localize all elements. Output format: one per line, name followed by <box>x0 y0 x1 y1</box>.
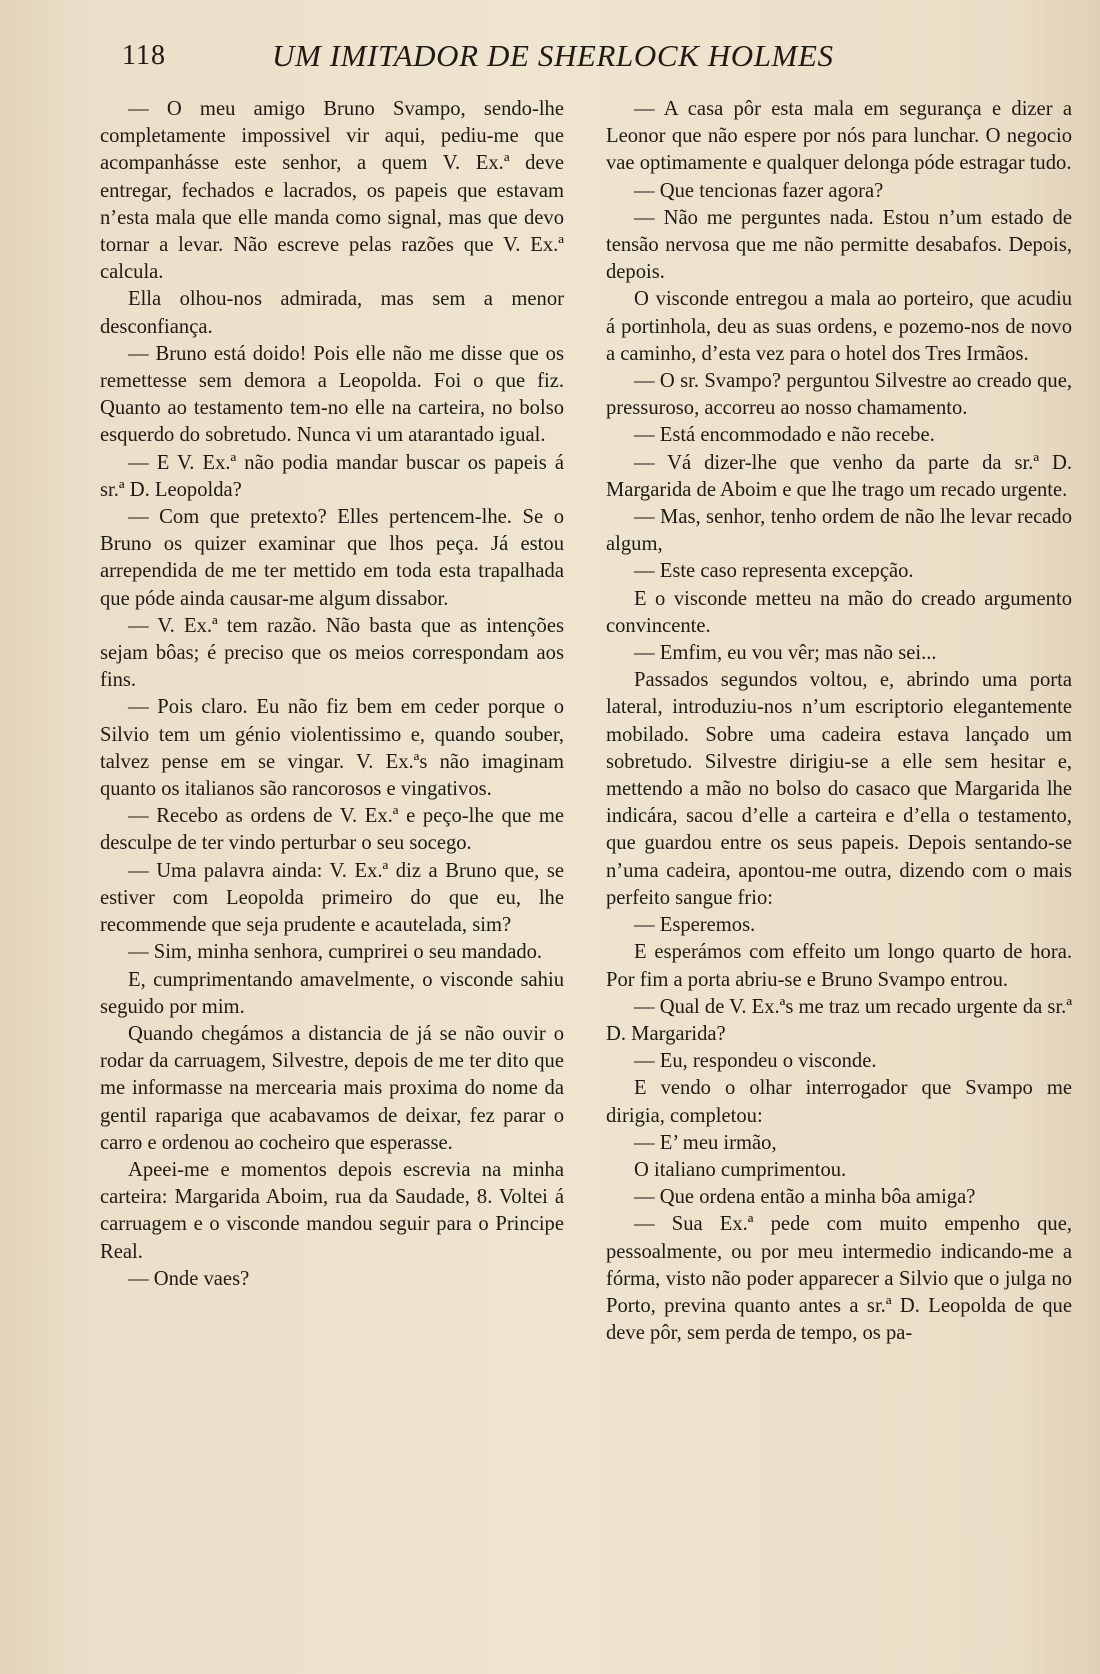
paragraph: — Qual de V. Ex.ªs me traz um recado urgente da sr.ª D. Margarida? <box>606 995 1072 1045</box>
paragraph: — Que ordena então a minha bôa amiga? <box>634 1186 976 1209</box>
paragraph: — V. Ex.ª tem razão. Não basta que as intenções sejam bôas; é preciso que os meios correspondam aos fins. <box>100 614 564 692</box>
page-number: 118 <box>122 40 166 71</box>
page-header <box>0 34 1100 78</box>
paragraph: — Recebo as ordens de V. Ex.ª e peço-lhe que me desculpe de ter vindo perturbar o seu socego. <box>100 805 564 855</box>
paragraph: Apeei-me e momentos depois escrevia na minha carteira: Margarida Aboim, rua da Saudade, 8. Voltei á carruagem e o visconde mandou seguir para o Principe Real. <box>100 1158 564 1263</box>
paragraph: — Está encommodado e não recebe. <box>634 424 935 447</box>
paragraph: Passados segundos voltou, e, abrindo uma porta lateral, introduziu-nos n’um escriptorio elegantemente mobilado. Sobre uma cadeira estava lançado um sobretudo. Silvestre dirigiu-se a elle sem hesitar e, mettendo a mão no bolso do casaco que Margarida lhe indicára, sacou d’elle a carteira e d’ella o testamento, que guardou entre os seus papeis. Depois sentando-se n’uma cadeira, apontou-me outra, dizendo com o mais perfeito sangue frio: <box>606 669 1072 909</box>
right-column <box>606 96 1072 1347</box>
paragraph: E, cumprimentando amavelmente, o visconde sahiu seguido por mim. <box>100 968 564 1018</box>
paragraph: O italiano cumprimentou. <box>634 1158 847 1181</box>
paragraph: — O meu amigo Bruno Svampo, sendo-lhe completamente impossivel vir aqui, pediu-me que acompanhásse este senhor, a quem V. Ex.ª deve entregar, fechados e lacrados, os papeis que estavam n’esta mala que elle manda como signal, mas que devo tornar a levar. Não escreve pelas razões que V. Ex.ª calcula. <box>100 98 564 284</box>
paragraph: — Eu, respondeu o visconde. <box>634 1050 877 1073</box>
paragraph: — Este caso representa excepção. <box>634 560 914 583</box>
paragraph: — Com que pretexto? Elles pertencem-lhe. Se o Bruno os quizer examinar que lhos peça. Já estou arrependida de me ter mettido em toda esta trapalhada que póde ainda causar-me algum dissabor. <box>100 506 564 610</box>
paragraph: — Uma palavra ainda: V. Ex.ª diz a Bruno que, se estiver com Leopolda primeiro do que eu, lhe recommende que seja prudente e acautelada, sim? <box>100 859 564 937</box>
paragraph: — Onde vaes? <box>128 1267 250 1290</box>
paragraph: — O sr. Svampo? perguntou Silvestre ao creado que, pressuroso, accorreu ao nosso chamamento. <box>606 370 1072 420</box>
running-title: UM IMITADOR DE SHERLOCK HOLMES <box>272 38 834 73</box>
paragraph: — A casa pôr esta mala em segurança e dizer a Leonor que não espere por nós para lunchar. O negocio vae optimamente e qualquer delonga póde estragar tudo. <box>606 98 1072 175</box>
paragraph: — Esperemos. <box>634 914 756 937</box>
paragraph: — Bruno está doido! Pois elle não me disse que os remettesse sem demora a Leopolda. Foi o que fiz. Quanto ao testamento tem-no elle na carteira, no bolso esquerdo do sobretudo. Nunca vi um atarantado igual. <box>100 342 564 447</box>
paragraph: — Mas, senhor, tenho ordem de não lhe levar recado algum, <box>606 506 1072 556</box>
paragraph: — Sua Ex.ª pede com muito empenho que, pessoalmente, ou por meu intermedio indicando-me a fórma, visto não poder apparecer a Silvio que o julga no Porto, previna quanto antes a sr.ª D. Leopolda de que deve pôr, sem perda de tempo, os pa- <box>606 1213 1072 1345</box>
paragraph: Ella olhou-nos admirada, mas sem a menor desconfiança. <box>100 288 564 338</box>
paragraph: — E V. Ex.ª não podia mandar buscar os papeis á sr.ª D. Leopolda? <box>100 451 564 501</box>
paragraph: — E’ meu irmão, <box>634 1131 777 1154</box>
paragraph: — Sim, minha senhora, cumprirei o seu mandado. <box>128 941 543 964</box>
paragraph: Quando chegámos a distancia de já se não ouvir o rodar da carruagem, Silvestre, depois de me ter dito que me informasse na mercearia mais proxima do nome da gentil rapariga que acabavamos de deixar, fez parar o carro e ordenou ao cocheiro que esperasse. <box>100 1022 564 1154</box>
paragraph: E o visconde metteu na mão do creado argumento convincente. <box>606 587 1072 637</box>
paragraph: — Pois claro. Eu não fiz bem em ceder porque o Silvio tem um génio violentissimo e, quando souber, talvez pense em se vingar. V. Ex.ªs não imaginam quanto os italianos são rancorosos e vingativos. <box>100 696 564 801</box>
paragraph: — Vá dizer-lhe que venho da parte da sr.ª D. Margarida de Aboim e que lhe trago um recado urgente. <box>606 451 1072 501</box>
paragraph: — Emfim, eu vou vêr; mas não sei... <box>634 642 937 665</box>
paragraph: — Que tencionas fazer agora? <box>634 179 884 202</box>
left-column <box>100 96 564 1293</box>
paragraph: E esperámos com effeito um longo quarto de hora. Por fim a porta abriu-se e Bruno Svampo entrou. <box>606 941 1072 991</box>
paragraph: — Não me perguntes nada. Estou n’um estado de tensão nervosa que me não permitte desabafos. Depois, depois. <box>606 206 1072 284</box>
paragraph: E vendo o olhar interrogador que Svampo me dirigia, completou: <box>606 1077 1072 1127</box>
paragraph: O visconde entregou a mala ao porteiro, que acudiu á portinhola, deu as suas ordens, e pozemo-nos de novo a caminho, d’esta vez para o hotel dos Tres Irmãos. <box>606 288 1072 365</box>
